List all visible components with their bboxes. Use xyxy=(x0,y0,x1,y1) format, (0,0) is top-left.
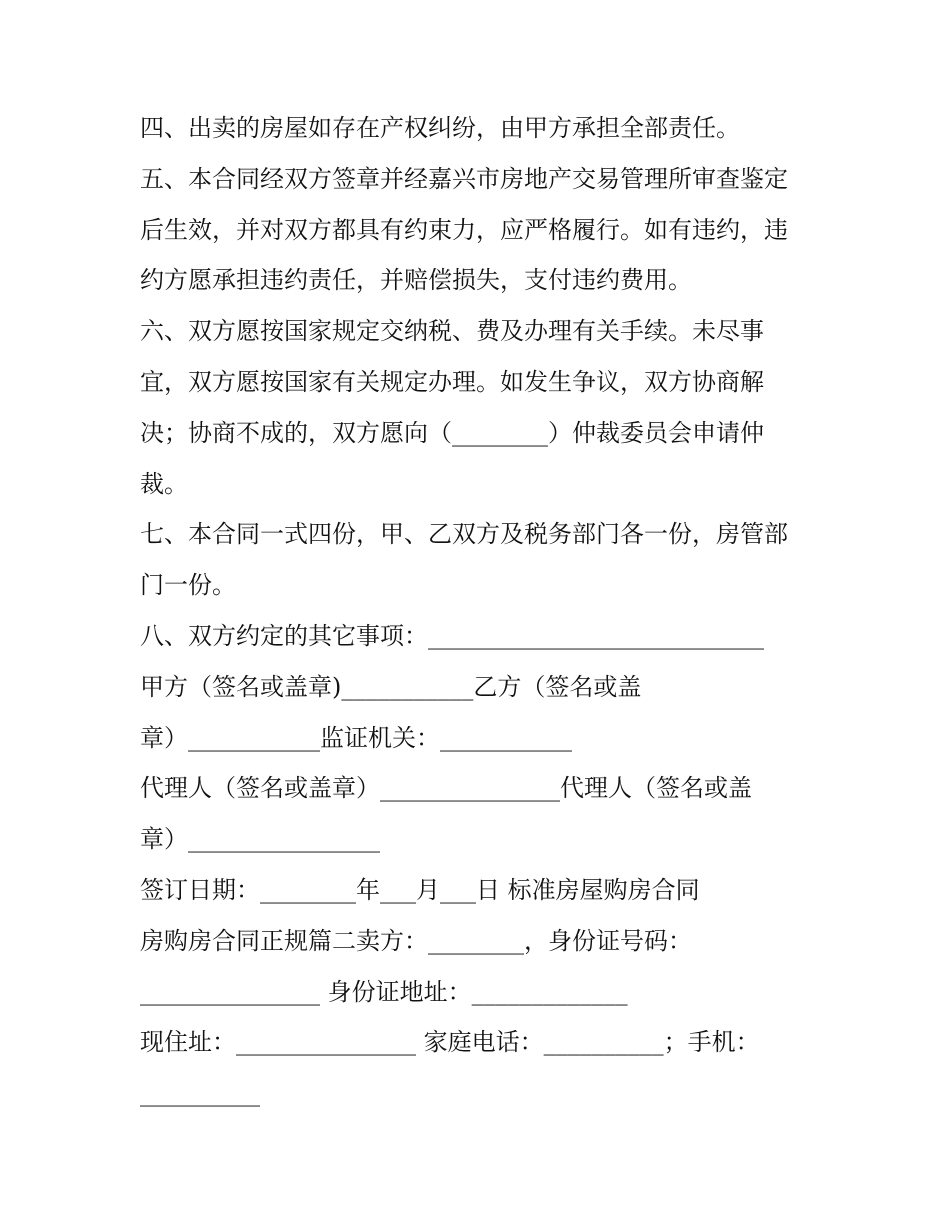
contact-line: 现住址：_______________ 家庭电话：__________；手机： xyxy=(140,1028,760,1057)
signing-date-line: 签订日期：________年___月___日 标准房屋购房合同 xyxy=(140,875,700,904)
clause-8-line: 八、双方约定的其它事项：____________________________ xyxy=(140,621,764,650)
clause-6-line-3: 决；协商不成的，双方愿向（________）仲裁委员会申请仲 xyxy=(140,418,764,447)
clause-6-line-4: 裁。 xyxy=(140,469,188,498)
clause-7-line-1: 七、本合同一式四份，甲、乙双方及税务部门各一份，房管部 xyxy=(140,520,788,549)
clause-7-line-2: 门一份。 xyxy=(140,571,236,600)
signature-line-agent-2: 章）________________ xyxy=(140,825,380,854)
signature-line-party-a: 甲方（签名或盖章)___________乙方（签名或盖 xyxy=(140,672,642,701)
signature-line-agent: 代理人（签名或盖章）_______________代理人（签名或盖 xyxy=(140,774,752,803)
clause-6-line-2: 宜，双方愿按国家有关规定办理。如发生争议，双方协商解 xyxy=(140,367,764,396)
clause-5-line-2: 后生效，并对双方都具有约束力，应严格履行。如有违约，违 xyxy=(140,215,788,244)
clause-4-line: 四、出卖的房屋如存在产权纠纷，由甲方承担全部责任。 xyxy=(140,114,740,142)
mobile-blank-line: __________ xyxy=(140,1079,260,1108)
clause-5-line-1: 五、本合同经双方签章并经嘉兴市房地产交易管理所审查鉴定 xyxy=(140,164,788,193)
id-address-line: _______________ 身份证地址：_____________ xyxy=(140,977,628,1006)
signature-line-party-b: 章）___________监证机关：___________ xyxy=(140,723,572,752)
document-body xyxy=(140,103,820,1119)
clause-6-line-1: 六、双方愿按国家规定交纳税、费及办理有关手续。未尽事 xyxy=(140,317,764,346)
clause-5-line-3: 约方愿承担违约责任，并赔偿损失，支付违约费用。 xyxy=(140,266,692,295)
seller-info-line: 房购房合同正规篇二卖方：________，身份证号码： xyxy=(140,926,692,955)
